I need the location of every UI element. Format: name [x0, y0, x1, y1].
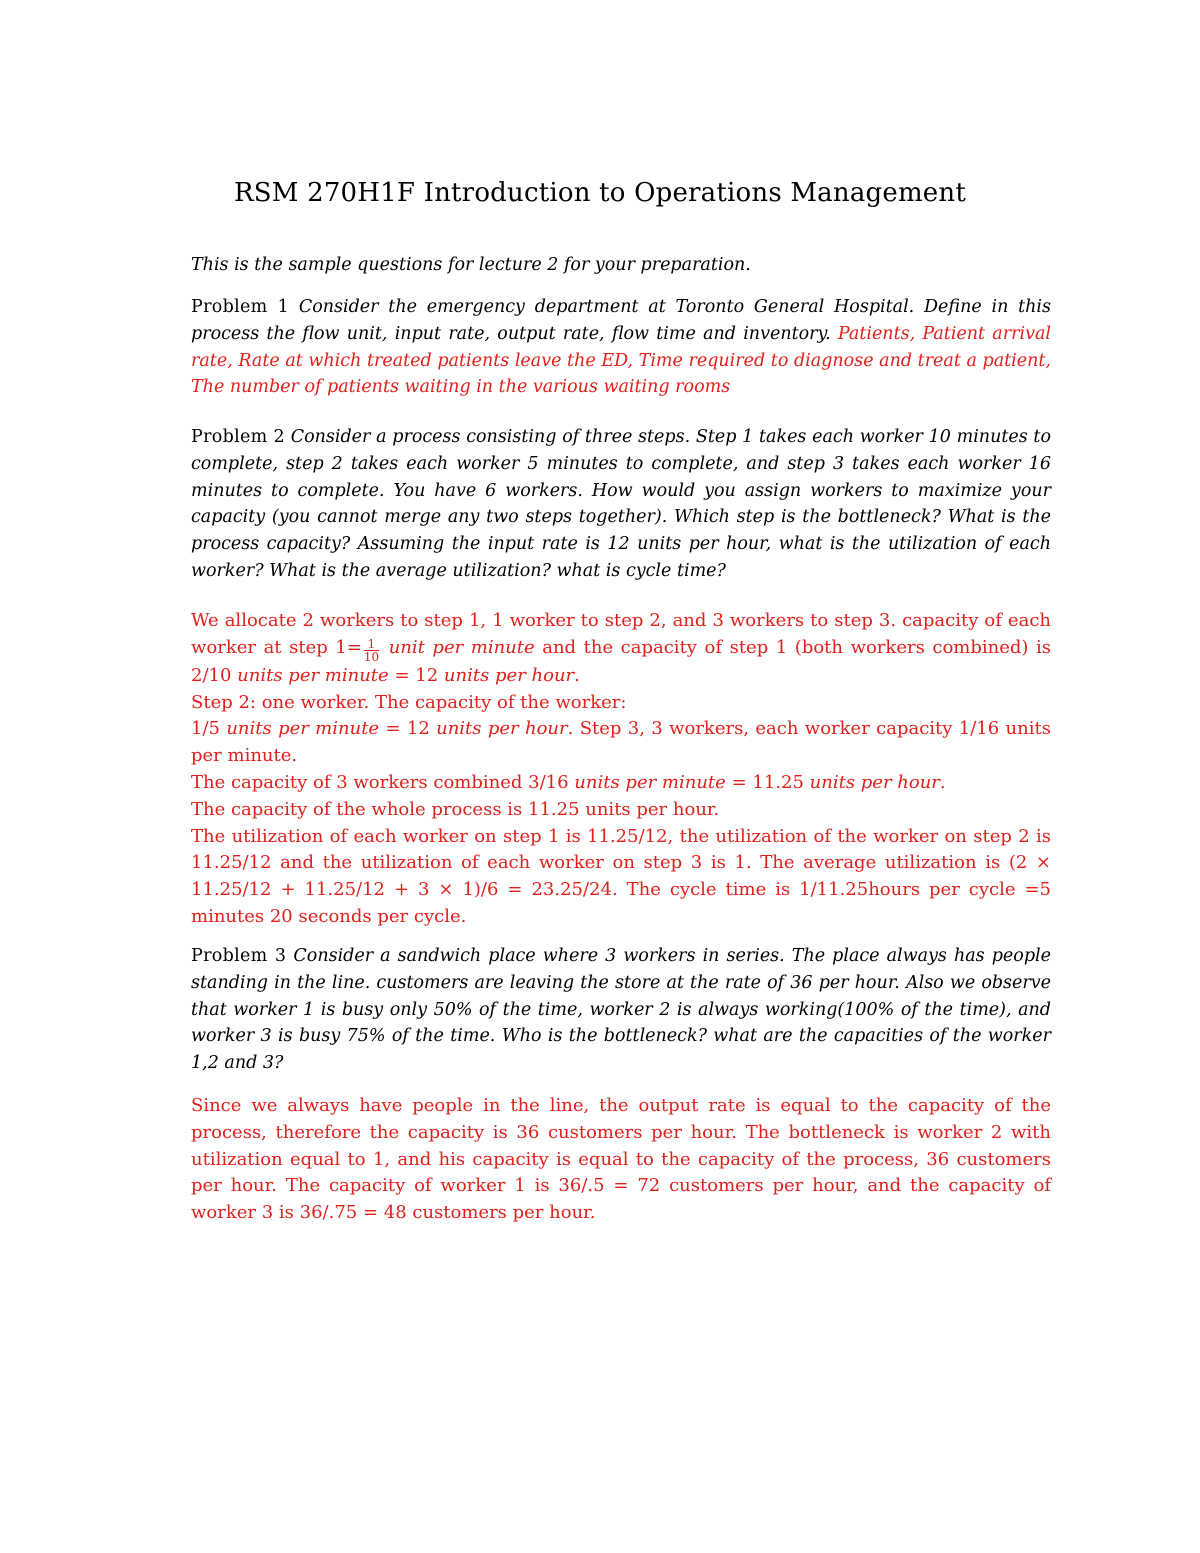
problem-2	[191, 424, 1051, 585]
problem-2-question: Consider a process consisting of three steps. Step 1 takes each worker 10 minutes to complete, step 2 takes each worker 5 minutes to complete, and step 3 takes each worker 16 minutes to complete. You have 6 workers. How would you assign workers to maximize your capacity (you cannot merge any two steps together). Which step is the bottleneck? What is the process capacity? Assuming the input rate is 12 units per hour, what is the utilization of each worker? What is the average utilization? what is cycle time?	[191, 427, 1051, 581]
answer-2-step3-capacity: The capacity of 3 workers combined 3/16 units per minute = 11.25 units per hour.	[191, 771, 946, 793]
intro-text: This is the sample questions for lecture 2 for your preparation.	[191, 255, 751, 275]
problem-3-label: Problem 3	[191, 946, 287, 966]
answer-2-step2-capacity: 1/5 units per minute = 12 units per hour. Step 3, 3 workers, each worker capacity 1/16 units per minute.	[191, 718, 1051, 767]
document-title: RSM 270H1F Introduction to Operations Management	[234, 178, 966, 208]
problem-1-answer: Patients, Patient arrival rate, Rate at which treated patients leave the ED, Time required to diagnose and treat a patient, The number of patients waiting in the various waiting rooms	[191, 323, 1051, 398]
problem-1-label: Problem 1	[191, 297, 290, 317]
problem-1-question: Consider the emergency department at Toronto General Hospital. Define in this process the flow unit, input rate, output rate, flow time and inventory.	[191, 297, 1051, 344]
problem-3	[191, 943, 1051, 1077]
problem-2-answer	[191, 608, 1051, 931]
problem-2-label: Problem 2	[191, 427, 285, 447]
answer-2-step2: Step 2: one worker. The capacity of the worker:	[191, 691, 627, 713]
fraction: $\frac{1}{10}$	[363, 636, 380, 664]
problem-1	[191, 294, 1051, 401]
problem-3-answer: Since we always have people in the line, the output rate is equal to the capacity of the process, therefore the capacity is 36 customers per hour. The bottleneck is worker 2 with utilization equal to 1, and his capacity is equal to the capacity of the process, 36 customers per hour. The capacity of worker 1 is 36/.5 = 72 customers per hour, and the capacity of worker 3 is 36/.75 = 48 customers per hour.	[191, 1095, 1051, 1224]
answer-2-process-capacity: The capacity of the whole process is 11.25 units per hour.	[191, 798, 720, 820]
answer-2-utilization: The utilization of each worker on step 1 is 11.25/12, the utilization of the worker on step 2 is 11.25/12 and the utilization of each worker on step 3 is 1. The average utilization is (2 × 11.25/12 + 11.25/12 + 3 × 1)/6 = 23.25/24. The cycle time is 1/11.25hours per cycle =5 minutes 20 seconds per cycle.	[191, 825, 1051, 927]
problem-3-question: Consider a sandwich place where 3 workers in series. The place always has people standing in the line. customers are leaving the store at the rate of 36 per hour. Also we observe that worker 1 is busy only 50% of the time, worker 2 is always working(100% of the time), and worker 3 is busy 75% of the time. Who is the bottleneck? what are the capacities of the worker 1,2 and 3?	[191, 946, 1051, 1074]
answer-2-allocation: We allocate 2 workers to step 1, 1 worker to step 2, and 3 workers to step 3. capacity of each worker at step 1= $\frac{1}{10}$ unit per minute and the capacity of step 1 (both workers combined) is 2/10 units per minute = 12 units per hour.	[191, 610, 1051, 686]
